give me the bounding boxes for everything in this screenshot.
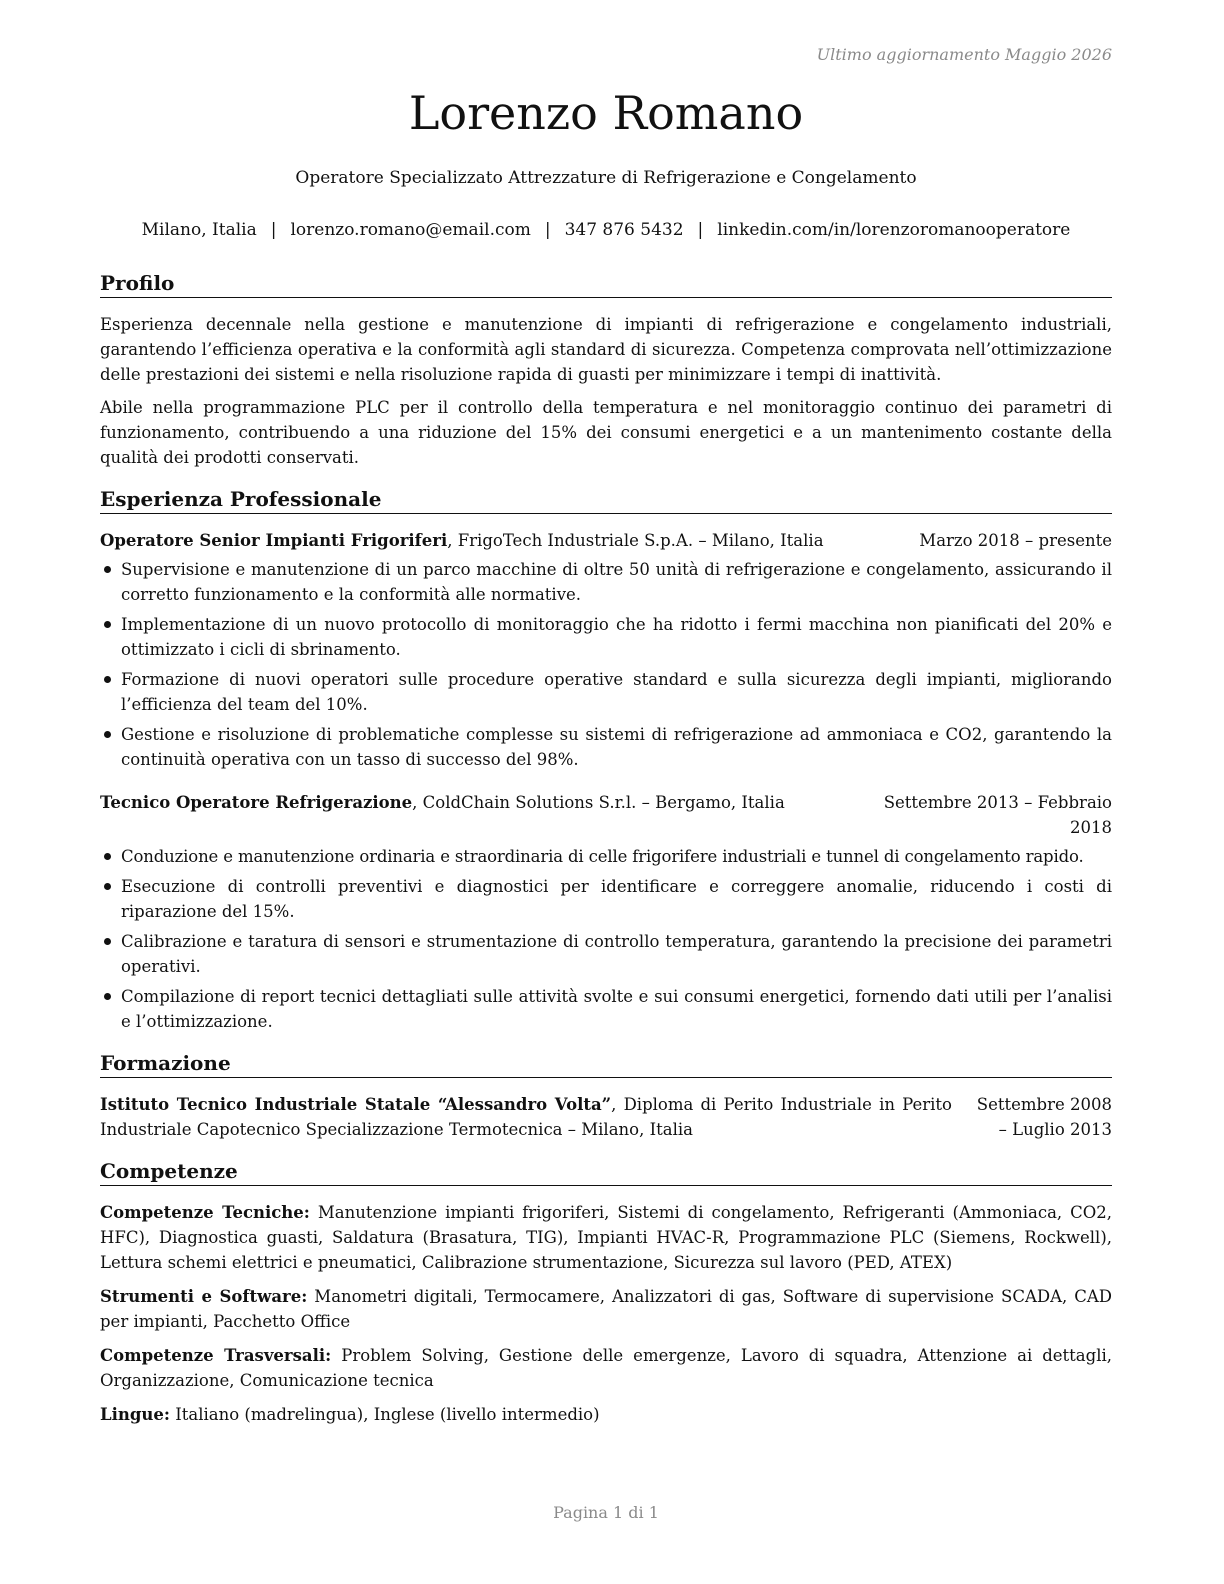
skill-label: Strumenti e Software: xyxy=(100,1287,308,1306)
skill-text: Manutenzione impianti frigoriferi, Sistemi di congelamento, Refrigeranti (Ammoniaca, CO2, HFC), Diagnostica guasti, Saldatura (Brasatura, TIG), Impianti HVAC-R, Programmazione PLC (Siemens, Rockwell), Lettura schemi elettrici e pneumatici, Calibrazione strumentazione, Sicurezza sul lavoro (PED, ATEX) xyxy=(100,1203,1113,1272)
experience-section xyxy=(100,486,1112,1034)
skill-label: Competenze Trasversali: xyxy=(100,1346,332,1365)
list-item: Calibrazione e taratura di sensori e strumentazione di controllo temperatura, garantendo la precisione dei parametri operativi. xyxy=(100,929,1112,979)
skill-text: Manometri digitali, Termocamere, Analizzatori di gas, Software di supervisione SCADA, CAD per impianti, Pacchetto Office xyxy=(100,1287,1112,1331)
section-title-education: Formazione xyxy=(100,1050,1112,1078)
contact-phone: 347 876 5432 xyxy=(564,220,684,240)
last-updated: Ultimo aggiornamento Maggio 2026 xyxy=(816,45,1112,64)
education-entry xyxy=(100,1092,1112,1142)
contact-email[interactable]: lorenzo.romano@email.com xyxy=(290,220,531,240)
job-header xyxy=(100,528,1112,553)
section-title-experience: Esperienza Professionale xyxy=(100,486,1112,514)
profile-paragraph: Abile nella programmazione PLC per il controllo della temperatura e nel monitoraggio continuo dei parametri di funzionamento, contribuendo a una riduzione del 15% dei consumi energetici e a un mantenimento costante della qualità dei prodotti conservati. xyxy=(100,398,1112,467)
contact-location: Milano, Italia xyxy=(141,220,257,240)
job-company: , FrigoTech Industriale S.p.A. – Milano, Italia xyxy=(447,531,824,550)
education-section xyxy=(100,1050,1112,1142)
skill-group xyxy=(100,1402,1112,1427)
list-item: Conduzione e manutenzione ordinaria e straordinaria di celle frigorifere industriali e tunnel di congelamento rapido. xyxy=(100,844,1112,869)
job-bullets xyxy=(100,557,1112,772)
job-role-company xyxy=(100,790,852,815)
education-detail: , Diploma di Perito Industriale in Perito Industriale Capotecnico Specializzazione Termotecnica – Milano, Italia xyxy=(100,1095,952,1139)
education-school: Istituto Tecnico Industriale Statale “Alessandro Volta” xyxy=(100,1095,612,1114)
skill-group xyxy=(100,1200,1112,1275)
job-role-company xyxy=(100,528,899,553)
job-header xyxy=(100,790,1112,840)
list-item: Supervisione e manutenzione di un parco macchine di oltre 50 unità di refrigerazione e congelamento, assicurando il corretto funzionamento e la conformità alle normative. xyxy=(100,557,1112,607)
section-title-skills: Competenze xyxy=(100,1158,1112,1186)
skills-section xyxy=(100,1158,1112,1427)
contact-line xyxy=(100,220,1112,240)
education-dates: Settembre 2008 – Luglio 2013 xyxy=(976,1095,1112,1139)
job-role: Tecnico Operatore Refrigerazione xyxy=(100,793,413,812)
contact-separator: | xyxy=(544,220,551,240)
section-title-profile: Profilo xyxy=(100,270,1112,298)
job-entry xyxy=(100,790,1112,1034)
job-bullets xyxy=(100,844,1112,1034)
job-company: , ColdChain Solutions S.r.l. – Bergamo, Italia xyxy=(412,793,785,812)
resume-content xyxy=(100,270,1112,1443)
candidate-name: Lorenzo Romano xyxy=(408,86,804,140)
skill-label: Competenze Tecniche: xyxy=(100,1203,310,1222)
education-school-detail xyxy=(100,1092,952,1142)
job-entry xyxy=(100,528,1112,772)
contact-linkedin[interactable]: linkedin.com/in/lorenzoromanooperatore xyxy=(717,220,1071,240)
job-role: Operatore Senior Impianti Frigoriferi xyxy=(100,531,448,550)
job-title: Operatore Specializzato Attrezzature di Refrigerazione e Congelamento xyxy=(295,168,917,188)
list-item: Gestione e risoluzione di problematiche complesse su sistemi di refrigerazione ad ammoniaca e CO2, garantendo la continuità operativa con un tasso di successo del 98%. xyxy=(100,722,1112,772)
list-item: Esecuzione di controlli preventivi e diagnostici per identificare e correggere anomalie, riducendo i costi di riparazione del 15%. xyxy=(100,874,1112,924)
skill-text: Problem Solving, Gestione delle emergenze, Lavoro di squadra, Attenzione ai dettagli, Organizzazione, Comunicazione tecnica xyxy=(100,1346,1113,1390)
profile-paragraph: Esperienza decennale nella gestione e manutenzione di impianti di refrigerazione e congelamento industriali, garantendo l’efficienza operativa e la conformità agli standard di sicurezza. Competenza comprovata nell’ottimizzazione delle prestazioni dei sistemi e nella risoluzione rapida di guasti per minimizzare i tempi di inattività. xyxy=(100,315,1112,384)
skill-label: Lingue: xyxy=(100,1405,170,1424)
contact-separator: | xyxy=(697,220,704,240)
skill-group xyxy=(100,1343,1112,1393)
page-number: Pagina 1 di 1 xyxy=(553,1503,659,1522)
contact-separator: | xyxy=(270,220,277,240)
job-dates: Marzo 2018 – presente xyxy=(919,531,1112,550)
list-item: Implementazione di un nuovo protocollo di monitoraggio che ha ridotto i fermi macchina non pianificati del 20% e ottimizzato i cicli di sbrinamento. xyxy=(100,612,1112,662)
list-item: Formazione di nuovi operatori sulle procedure operative standard e sulla sicurezza degli impianti, migliorando l’efficienza del team del 10%. xyxy=(100,667,1112,717)
skill-text: Italiano (madrelingua), Inglese (livello intermedio) xyxy=(170,1405,600,1424)
skill-group xyxy=(100,1284,1112,1334)
resume-page xyxy=(100,0,1112,1584)
job-dates: Settembre 2013 – Febbraio 2018 xyxy=(883,793,1112,837)
list-item: Compilazione di report tecnici dettagliati sulle attività svolte e sui consumi energetici, fornendo dati utili per l’analisi e l’ottimizzazione. xyxy=(100,984,1112,1034)
profile-section xyxy=(100,270,1112,470)
